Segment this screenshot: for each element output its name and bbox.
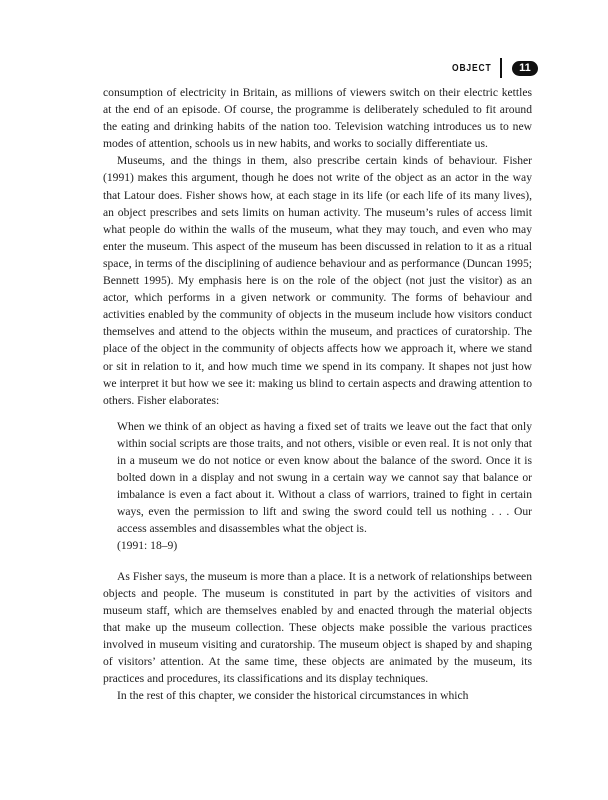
running-head: OBJECT [452,62,492,74]
body-text [103,84,532,704]
page-number: 11 [512,61,538,76]
quote-text: When we think of an object as having a fixed set of traits we leave out the fact that only within social scripts are those traits, and not others, visible or even real. It is not only that in a museum we do not notice or even know about the balance of the sword. Once it is bolted down in a display and not swung in a certain way we cannot say that balance or imbalance is even a fact about it. Without a class of warriors, trained to fight in certain ways, even the permission to lift and swing the sword could tell us nothing . . . Our access assembles and disassembles what the object is. [117,419,532,536]
quote-citation: (1991: 18–9) [117,539,178,553]
paragraph: In the rest of this chapter, we consider the historical circumstances in which [117,689,469,703]
paragraph-continued: consumption of electricity in Britain, as millions of viewers switch on their electric kettles at the end of an episode. Of course, the programme is deliberately scheduled to fit around the eating and drinking habits of the nation too. Television watching introduces us to new modes of attention, schools us in new habits, and works to socially differentiate us. [103,86,532,151]
paragraph: Museums, and the things in them, also prescribe certain kinds of behaviour. Fisher (1991) makes this argument, though he does not write of the object as an actor in the way that Latour does. Fisher shows how, at each stage in its life (or each life of its many lives), an object prescribes and sets limits on human activity. The museum’s rules of access limit what people do within the walls of the museum, what they may touch, and even who may enter the museum. This aspect of the museum has been discussed in relation to it as a ritual space, in terms of the disciplining of audience behaviour and as performance (Duncan 1995; Bennett 1995). My emphasis here is on the role of the object (not just the visitor) as an actor, which performs in a given network or community. The forms of behaviour and activities enabled by the community of objects in the museum include how visitors conduct themselves and attend to the objects within the museum, and practices of curatorship. The place of the object in the community of objects affects how we approach it, where we stand or sit in relation to it, and how much time we spend in its company. It shapes not just how we interpret it but how we see it: making us blind to certain aspects and drawing attention to others. Fisher elaborates: [103,154,532,407]
block-quote [117,418,532,555]
paragraph: As Fisher says, the museum is more than a place. It is a network of relationships between objects and people. The museum is constituted in part by the activities of visitors and museum staff, which are themselves enabled by and enacted through the material objects that make up the museum collection. These objects make possible the various practices involved in museum visiting and curatorship. The museum object is shaped by and shaping of visitors’ attention. At the same time, these objects are animated by the museum, its practices and procedures, its classifications and its display techniques. [103,569,532,686]
page-header [445,58,538,78]
header-rule [500,58,502,78]
